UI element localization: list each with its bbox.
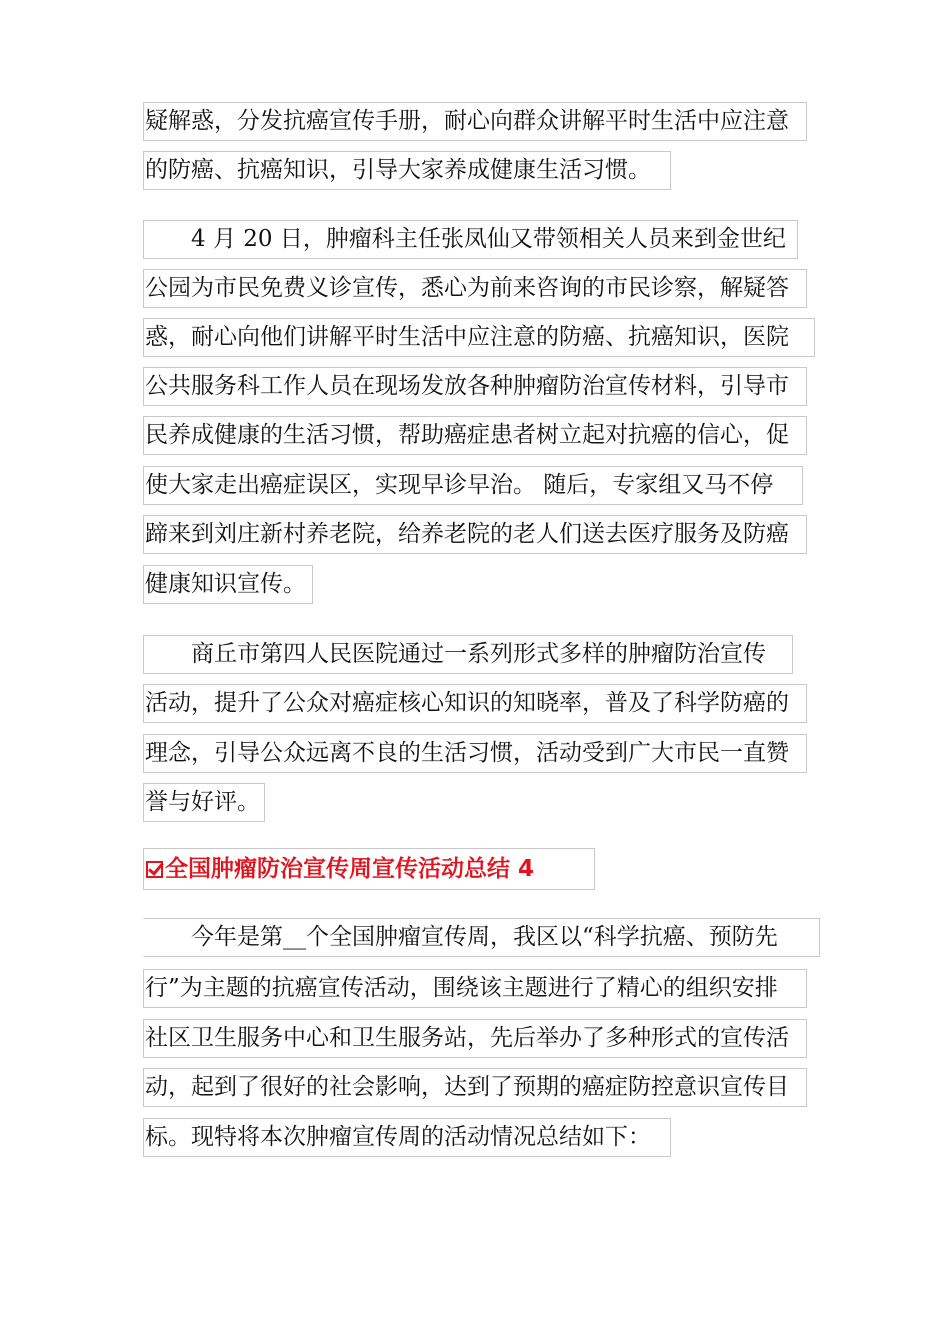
checkbox-icon: [146, 861, 163, 878]
paragraph-1-line-2: 的防癌、抗癌知识，引导大家养成健康生活习惯。: [143, 151, 671, 190]
paragraph-1-line-1: 疑解惑，分发抗癌宣传手册，耐心向群众讲解平时生活中应注意: [143, 102, 807, 141]
paragraph-2-line-6: 使大家走出癌症误区，实现早诊早治。 随后，专家组又马不停: [143, 466, 803, 505]
paragraph-4-line-3: 社区卫生服务中心和卫生服务站，先后举办了多种形式的宣传活: [143, 1019, 807, 1058]
paragraph-3-line-2: 活动，提升了公众对癌症核心知识的知晓率，普及了科学防癌的: [143, 684, 807, 723]
paragraph-3-line-3: 理念，引导公众远离不良的生活习惯，活动受到广大市民一直赞: [143, 734, 807, 773]
paragraph-2-line-1: 4 月 20 日，肿瘤科主任张凤仙又带领相关人员来到金世纪: [143, 220, 798, 259]
paragraph-2-line-7: 蹄来到刘庄新村养老院，给养老院的老人们送去医疗服务及防癌: [143, 515, 807, 554]
paragraph-4-line-5: 标。现特将本次肿瘤宣传周的活动情况总结如下：: [143, 1118, 671, 1157]
paragraph-2-line-5: 民养成健康的生活习惯，帮助癌症患者树立起对抗癌的信心，促: [143, 416, 807, 455]
paragraph-4-line-1: 今年是第__个全国肿瘤宣传周，我区以“科学抗癌、预防先: [143, 918, 820, 957]
paragraph-4-line-4: 动，起到了很好的社会影响，达到了预期的癌症防控意识宣传目: [143, 1068, 807, 1107]
section-heading: [143, 848, 595, 890]
paragraph-2-line-2: 公园为市民免费义诊宣传，悉心为前来咨询的市民诊察，解疑答: [143, 269, 807, 308]
paragraph-3-line-1: 商丘市第四人民医院通过一系列形式多样的肿瘤防治宣传: [143, 635, 793, 674]
paragraph-4-line-2: 行”为主题的抗癌宣传活动，围绕该主题进行了精心的组织安排: [143, 969, 807, 1008]
paragraph-3-line-4: 誉与好评。: [143, 783, 265, 822]
paragraph-2-line-4: 公共服务科工作人员在现场发放各种肿瘤防治宣传材料，引导市: [143, 367, 807, 406]
paragraph-2-line-8: 健康知识宣传。: [143, 565, 313, 604]
section-heading-text: 全国肿瘤防治宣传周宣传活动总结 4: [165, 856, 535, 882]
paragraph-2-line-3: 惑，耐心向他们讲解平时生活中应注意的防癌、抗癌知识，医院: [143, 318, 815, 357]
